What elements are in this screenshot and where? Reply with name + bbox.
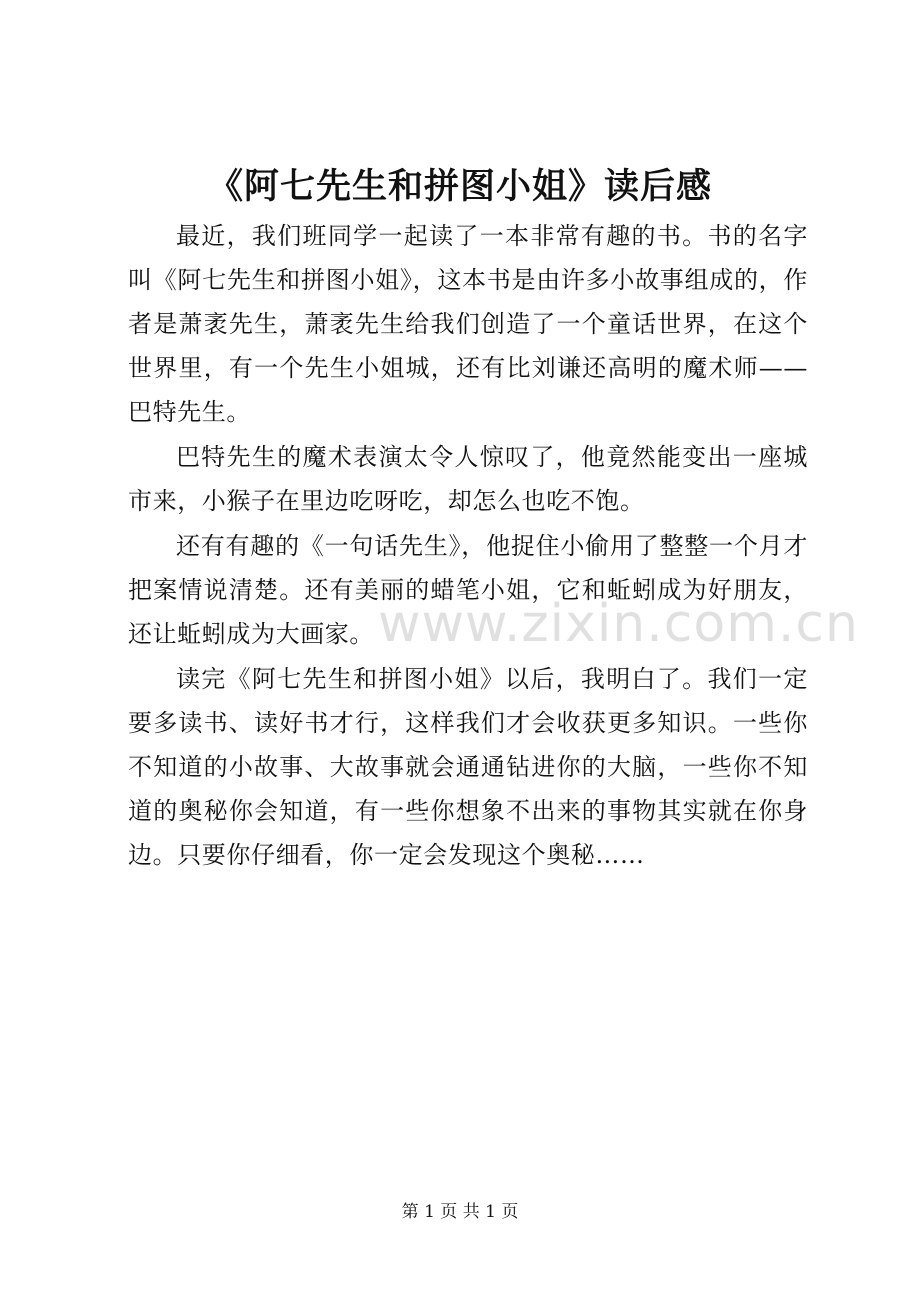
paragraph-3: 还有有趣的《一句话先生》，他捉住小偷用了整整一个月才把案情说清楚。还有美丽的蜡笔小姐，它和蚯蚓成为好朋友，还让蚯蚓成为大画家。 [128,532,808,648]
paragraph-4: 读完《阿七先生和拼图小姐》以后，我明白了。我们一定要多读书、读好书才行，这样我们才会收获更多知识。一些你不知道的小故事、大故事就会通通钻进你的大脑，一些你不知道的奥秘你会知道，有一些你想象不出来的事物其实就在你身边。只要你仔细看，你一定会发现这个奥秘…… [128,665,808,869]
document-body [128,214,808,877]
document-title: 《阿七先生和拼图小姐》读后感 [207,166,712,207]
watermark: www.zixin.com.cn [378,594,859,654]
paragraph-2: 巴特先生的魔术表演太令人惊叹了，他竟然能变出一座城市来，小猴子在里边吃呀吃，却怎么也吃不饱。 [128,443,808,515]
paragraph-1: 最近，我们班同学一起读了一本非常有趣的书。书的名字叫《阿七先生和拼图小姐》，这本书是由许多小故事组成的，作者是萧袤先生，萧袤先生给我们创造了一个童话世界，在这个世界里，有一个先生小姐城，还有比刘谦还高明的魔术师——巴特先生。 [128,222,808,426]
page-footer: 第 1 页 共 1 页 [401,1202,519,1222]
